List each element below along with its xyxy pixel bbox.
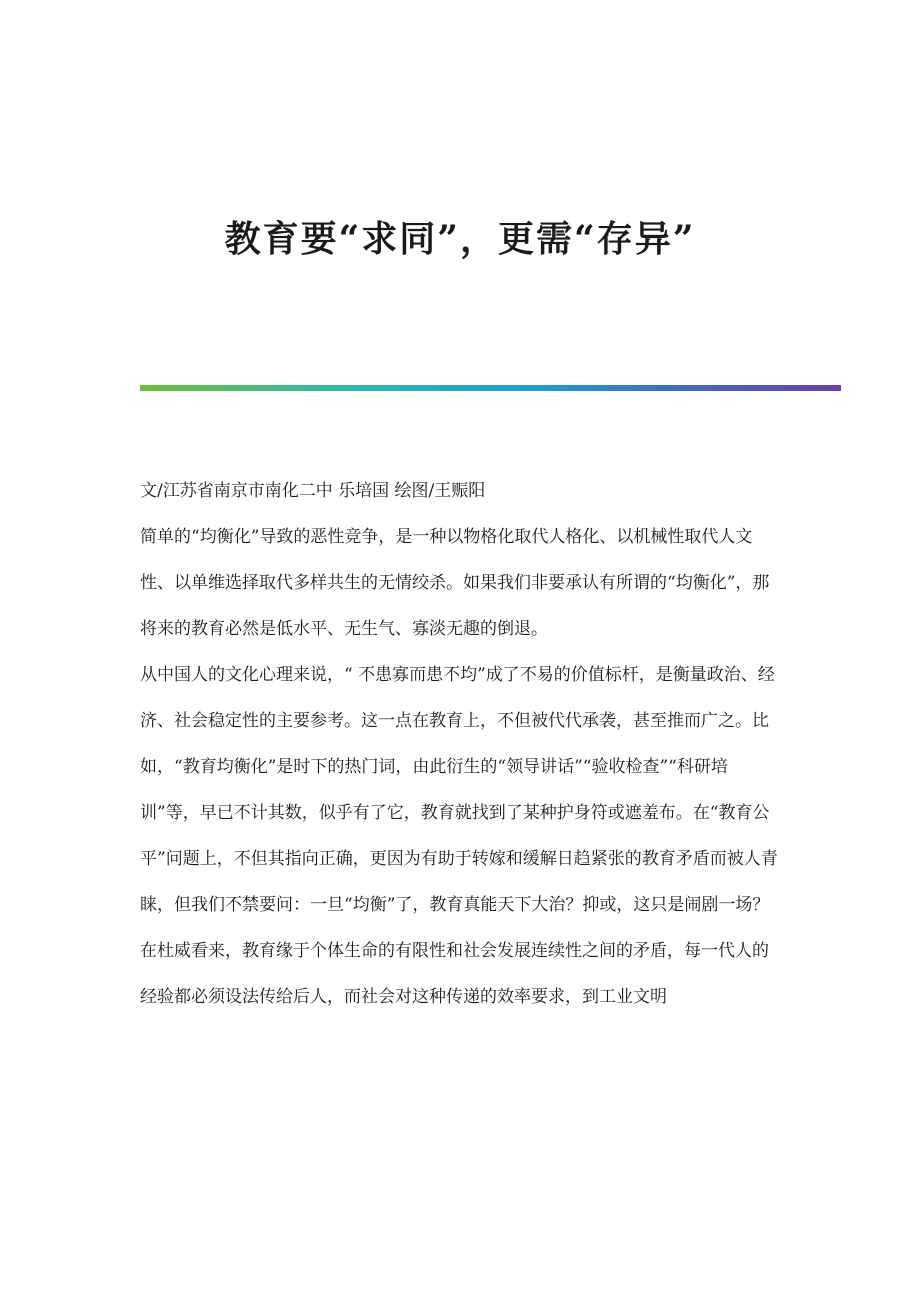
article-body (140, 468, 780, 1020)
paragraph-2: 从中国人的文化心理来说，“ 不患寡而患不均”成了不易的价值标杆，是衡量政治、经济、社会稳定性的主要参考。这一点在教育上，不但被代代承袭，甚至推而广之。比如，“教育均衡化”是时下的热门词，由此衍生的“领导讲话”“验收检查”“科研培训”等，早已不计其数，似乎有了它，教育就找到了某种护身符或遮羞布。在“教育公平”问题上，不但其指向正确，更因为有助于转嫁和缓解日趋紧张的教育矛盾而被人青睐，但我们不禁要问：一旦“均衡”了，教育真能天下大治？抑或，这只是闹剧一场？ (140, 665, 778, 915)
byline: 文/江苏省南京市南化二中 乐培国 绘图/王赈阳 (140, 481, 486, 501)
document-title: 教育要“求同”，更需“存异” (224, 218, 696, 260)
title-divider (140, 385, 841, 391)
paragraph-1: 简单的“均衡化”导致的恶性竞争，是一种以物格化取代人格化、以机械性取代人文性、以单维选择取代多样共生的无情绞杀。如果我们非要承认有所谓的“均衡化”，那将来的教育必然是低水平、无生气、寡淡无趣的倒退。 (140, 527, 770, 639)
paragraph-3: 在杜威看来，教育缘于个体生命的有限性和社会发展连续性之间的矛盾，每一代人的经验都必须设法传给后人，而社会对这种传递的效率要求，到工业文明 (140, 941, 769, 1007)
